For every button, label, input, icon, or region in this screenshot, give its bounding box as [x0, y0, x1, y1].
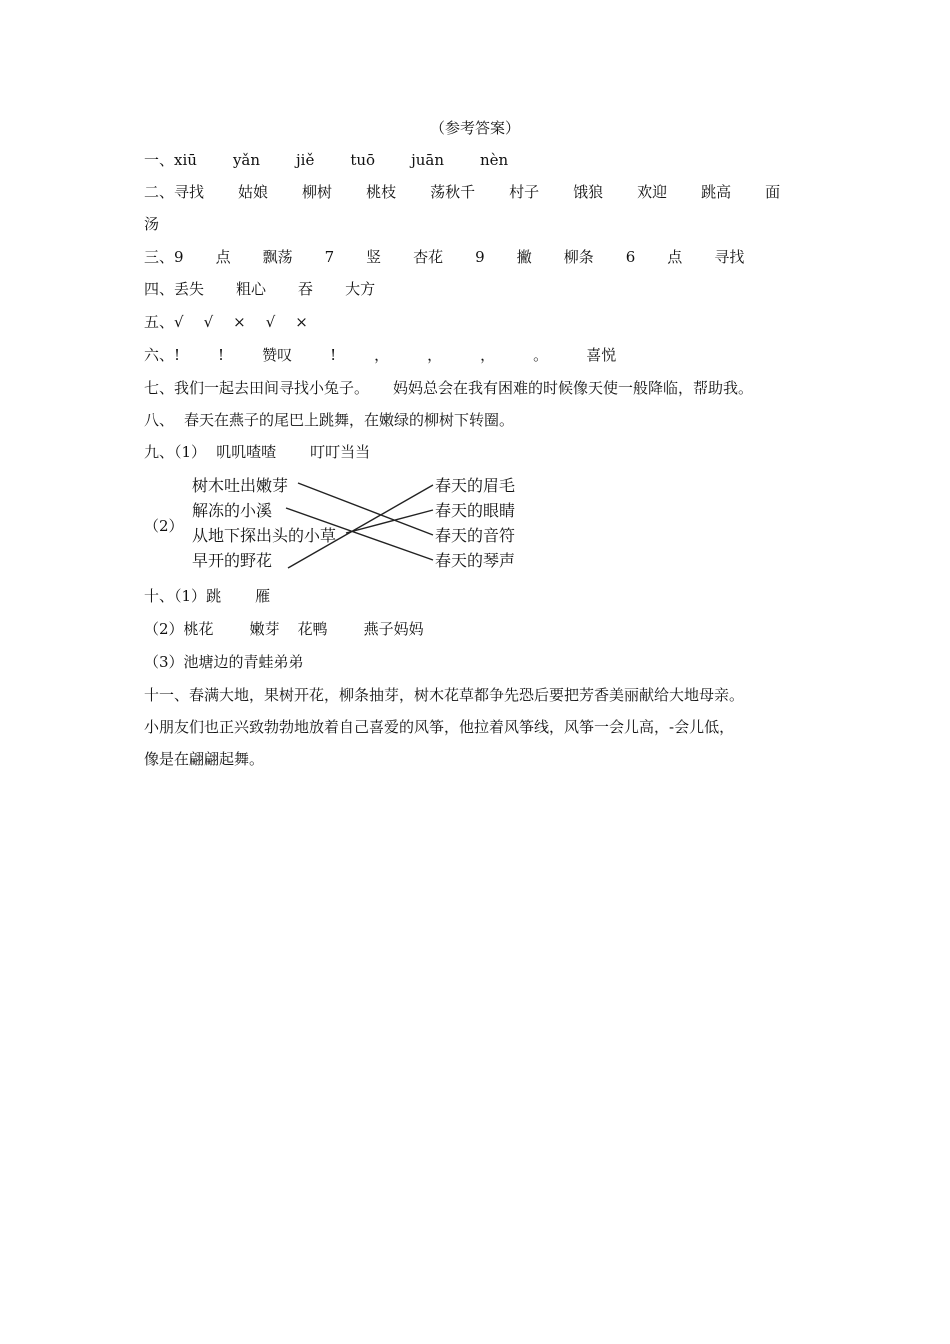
part-label: （2） — [144, 620, 184, 638]
stroke-item: 6 — [625, 248, 636, 266]
stroke-item: 飘荡 — [262, 248, 293, 266]
paragraph-line: 春满大地，果树开花，柳条抽芽，树木花草都争先恐后要把芳香美丽献给大地母亲。 — [189, 686, 745, 704]
pinyin-item: juān — [411, 151, 444, 169]
answer-text: 池塘边的青蛙弟弟 — [183, 653, 304, 671]
pinyin-item: tuō — [350, 151, 376, 169]
answer-7-label: 七、 — [144, 379, 175, 397]
answer-5-label: 五、 — [144, 313, 175, 331]
word-item: 寻找 — [174, 183, 205, 201]
punct-item: ， — [480, 346, 496, 364]
word-item: 桃花 — [183, 620, 214, 638]
match-right-item: 春天的眉毛 — [435, 476, 516, 495]
match-right-item: 春天的眼睛 — [435, 501, 516, 520]
answer-4 — [144, 279, 375, 299]
answer-10-label: 十、 — [144, 587, 175, 605]
word-item: 姑娘 — [238, 183, 269, 201]
punct-item: ， — [374, 346, 390, 364]
word-item: 花鸭 — [297, 620, 328, 638]
answer-6 — [144, 345, 616, 365]
stroke-item: 寻找 — [714, 248, 745, 266]
punct-item: ， — [427, 346, 443, 364]
word-item: 荡秋千 — [430, 183, 476, 201]
stroke-item: 撇 — [516, 248, 532, 266]
stroke-item: 9 — [475, 248, 485, 266]
punct-item: ! — [174, 346, 181, 364]
match-left-item: 解冻的小溪 — [192, 501, 273, 520]
part-label: （1） — [174, 587, 207, 605]
answer-11 — [144, 685, 744, 705]
answer-3-label: 三、 — [144, 248, 175, 266]
pinyin-item: yǎn — [232, 151, 261, 169]
sentence-1: 我们一起去田间寻找小兔子。 — [174, 379, 370, 397]
word-item: 村子 — [509, 183, 540, 201]
answer-6-label: 六、 — [144, 346, 175, 364]
paragraph-line: 小朋友们也正兴致勃勃地放着自己喜爱的风筝，他拉着风筝线，风筝一会儿高，-会儿低， — [144, 718, 735, 736]
word-item: 燕子妈妈 — [363, 620, 424, 638]
answer-2 — [144, 182, 780, 202]
answer-5 — [144, 312, 308, 332]
answer-9 — [144, 442, 370, 462]
part-label: （3） — [144, 653, 184, 671]
page-title: （参考答案） — [429, 119, 520, 137]
stroke-item: 点 — [667, 248, 683, 266]
pinyin-item: xiū — [174, 151, 197, 169]
answer-9-label: 九、 — [144, 443, 175, 461]
word-item: 吞 — [298, 280, 314, 298]
stroke-item: 9 — [174, 248, 184, 266]
mark-item: √ — [203, 313, 214, 331]
word-item: 丢失 — [174, 280, 205, 298]
answer-1 — [144, 150, 508, 170]
stroke-item: 7 — [324, 248, 335, 266]
word-item: 欢迎 — [637, 183, 668, 201]
match-left-item: 早开的野花 — [192, 551, 273, 570]
answer-11-label: 十一、 — [144, 686, 190, 704]
match-left-item: 从地下探出头的小草 — [192, 526, 337, 545]
word-item: 跳高 — [701, 183, 732, 201]
pinyin-item: jiě — [296, 151, 315, 169]
mark-item: √ — [265, 313, 276, 331]
match-right-item: 春天的琴声 — [435, 551, 516, 570]
mark-item: × — [233, 313, 246, 331]
pinyin-item: nèn — [480, 151, 509, 169]
answer-3 — [144, 247, 744, 267]
answer-8-label: 八、 — [144, 411, 175, 429]
word-item: 嫩芽 — [249, 620, 280, 638]
answer-10-part-3 — [144, 652, 304, 672]
punct-item: ! — [218, 346, 225, 364]
answer-1-label: 一、 — [144, 151, 175, 169]
answer-8 — [144, 410, 514, 430]
answer-2-continued: 汤 — [144, 215, 160, 233]
stroke-item: 点 — [215, 248, 231, 266]
word-item: 桃枝 — [366, 183, 397, 201]
word-item: 粗心 — [236, 280, 267, 298]
mark-item: √ — [174, 313, 184, 331]
word-item: 跳 — [206, 587, 222, 605]
stroke-item: 竖 — [366, 248, 382, 266]
word-item: 饿狼 — [573, 183, 604, 201]
match-left-item: 树木吐出嫩芽 — [192, 476, 289, 495]
match-right-item: 春天的音符 — [435, 526, 516, 545]
matching-exercise — [144, 470, 564, 570]
stroke-item: 柳条 — [563, 248, 594, 266]
mark-item: × — [295, 313, 308, 331]
punct-item: 赞叹 — [262, 346, 293, 364]
onomatopoeia-item: 叽叽喳喳 — [216, 443, 277, 461]
punct-item: ! — [330, 346, 337, 364]
paragraph-line: 像是在翩翩起舞。 — [144, 750, 265, 768]
answer-10-part-2 — [144, 619, 424, 639]
part-label: （2） — [144, 517, 184, 535]
word-item: 雁 — [255, 587, 271, 605]
part-label: （1） — [174, 443, 207, 461]
answer-4-label: 四、 — [144, 280, 175, 298]
sentence-2: 妈妈总会在我有困难的时候像天使一般降临，帮助我。 — [393, 379, 754, 397]
answer-8-text: 春天在燕子的尾巴上跳舞，在嫩绿的柳树下转圈。 — [184, 411, 515, 429]
answer-2-label: 二、 — [144, 183, 175, 201]
word-item: 大方 — [345, 280, 376, 298]
punct-item: 喜悦 — [586, 346, 617, 364]
answer-10 — [144, 586, 270, 606]
word-item: 面 — [765, 183, 781, 201]
stroke-item: 杏花 — [413, 248, 444, 266]
word-item: 柳树 — [302, 183, 333, 201]
punct-item: 。 — [533, 346, 549, 364]
onomatopoeia-item: 叮叮当当 — [310, 443, 371, 461]
answer-7 — [144, 378, 753, 398]
